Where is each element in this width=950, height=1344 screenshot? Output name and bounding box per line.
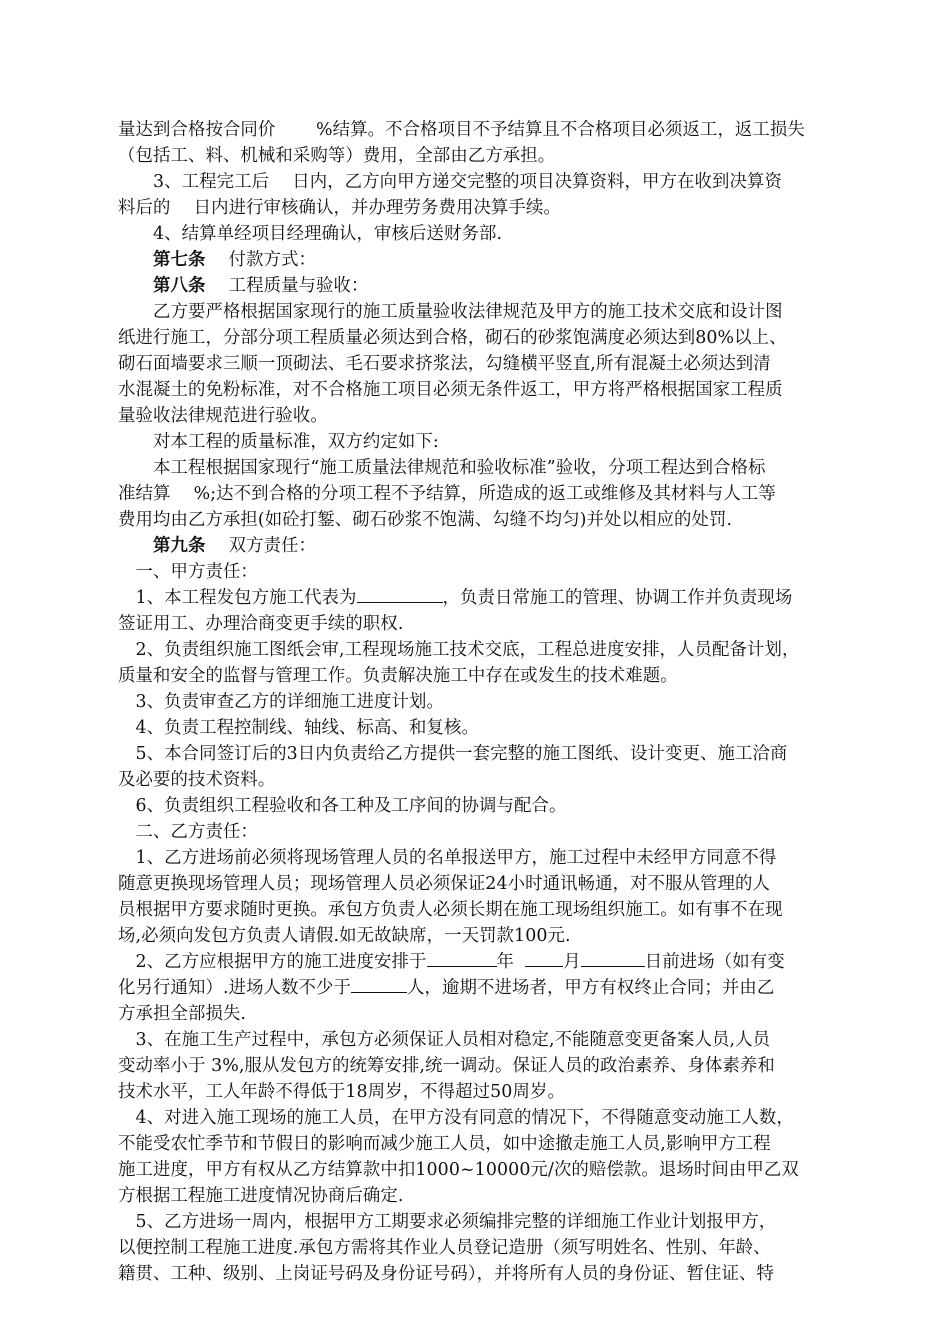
text-line-with-blank — [118, 949, 785, 975]
text-line: 4、对进入施工现场的施工人员，在甲方没有同意的情况下，不得随意变动施工人数， — [118, 1108, 794, 1128]
article-title: 工程质量与验收： — [228, 276, 369, 296]
article-title: 付款方式： — [228, 250, 317, 270]
article-number: 第七条 — [152, 250, 206, 270]
text-line: 4、结算单经项目经理确认，审核后送财务部. — [118, 224, 503, 244]
article-8-heading — [118, 273, 369, 299]
section-heading: 二、乙方责任： — [118, 822, 258, 842]
article-title: 双方责任： — [228, 536, 317, 556]
text-line: 方承担全部损失. — [118, 1004, 247, 1024]
article-number: 第九条 — [152, 536, 206, 556]
text-line: 不能受农忙季节和节假日的影响而减少施工人员，如中途撤走施工人员,影响甲方工程 — [118, 1134, 771, 1154]
fill-blank — [357, 585, 443, 603]
text-line: 6、负责组织工程验收和各工种及工序间的协调与配合。 — [118, 796, 567, 816]
text-line: 质量和安全的监督与管理工作。负责解决施工中存在或发生的技术难题。 — [118, 666, 678, 686]
text-line: 费用均由乙方承担(如砼打錾、砌石砂浆不饱满、勾缝不均匀)并处以相应的处罚. — [118, 510, 733, 530]
text-line: 3、负责审查乙方的详细施工进度计划。 — [118, 692, 444, 712]
text-line: 随意更换现场管理人员；现场管理人员必须保证24小时通讯畅通，对不服从管理的人 — [118, 874, 770, 894]
fill-blank — [427, 949, 497, 967]
text-segment: 日前进场（如有变 — [644, 952, 785, 972]
text-line: 以便控制工程施工进度.承包方需将其作业人员登记造册（须写明姓名、性别、年龄、 — [118, 1238, 771, 1258]
text-line: 员根据甲方要求随时更换。承包方负责人必须长期在施工现场组织施工。如有事不在现 — [118, 900, 783, 920]
article-9-heading — [118, 533, 316, 559]
article-7-heading — [118, 247, 316, 273]
text-segment: 1、本工程发包方施工代表为 — [118, 588, 357, 608]
text-line: 本工程根据国家现行“施工质量法律规范和验收标准”验收，分项工程达到合格标 — [118, 458, 766, 478]
text-line: 5、乙方进场一周内，根据甲方工期要求必须编排完整的详细施工作业计划报甲方， — [118, 1212, 777, 1232]
text-line: （包括工、料、机械和采购等）费用，全部由乙方承担。 — [118, 146, 556, 166]
text-line: 量验收法律规范进行验收。 — [118, 406, 328, 426]
text-line: 技术水平，工人年龄不得低于18周岁，不得超过50周岁。 — [118, 1082, 565, 1102]
text-line: 乙方要严格根据国家现行的施工质量验收法律规范及甲方的施工技术交底和设计图 — [118, 302, 783, 322]
section-heading: 一、甲方责任： — [118, 562, 258, 582]
fill-blank — [351, 975, 407, 993]
text-line: 1、乙方进场前必须将现场管理人员的名单报送甲方，施工过程中未经甲方同意不得 — [118, 848, 777, 868]
text-segment: 2、乙方应根据甲方的施工进度安排于 — [118, 952, 427, 972]
text-segment: 月 — [563, 952, 581, 972]
text-line: 砌石面墙要求三顺一顶砌法、毛石要求挤浆法，勾缝横平竖直,所有混凝土必须达到清 — [118, 354, 771, 374]
text-line: 3、工程完工后 日内，乙方向甲方递交完整的项目决算资料，甲方在收到决算资 — [118, 172, 782, 192]
text-line-with-blank — [118, 975, 774, 1001]
text-line: 及必要的技术资料。 — [118, 770, 276, 790]
fill-blank — [581, 949, 645, 967]
article-number: 第八条 — [152, 276, 206, 296]
text-line: 签证用工、办理洽商变更手续的职权. — [118, 614, 404, 634]
text-line-with-blank — [118, 585, 792, 611]
text-line: 纸进行施工，分部分项工程质量必须达到合格，砌石的砂浆饱满度必须达到80%以上、 — [118, 328, 787, 348]
text-segment: 化另行通知）.进场人数不少于 — [118, 978, 352, 998]
text-line: 量达到合格按合同价 %结算。不合格项目不予结算且不合格项目必须返工，返工损失 — [118, 120, 805, 140]
text-line: 料后的 日内进行审核确认，并办理劳务费用决算手续。 — [118, 198, 561, 218]
text-line: 施工进度，甲方有权从乙方结算款中扣1000~10000元/次的赔偿款。退场时间由甲乙双 — [118, 1160, 799, 1180]
text-line: 水混凝土的免粉标准，对不合格施工项目必须无条件返工，甲方将严格根据国家工程质 — [118, 380, 783, 400]
text-line: 4、负责工程控制线、轴线、标高、和复核。 — [118, 718, 479, 738]
text-line: 方根据工程施工进度情况协商后确定. — [118, 1186, 404, 1206]
text-line: 场,必须向发包方负责人请假.如无故缺席，一天罚款100元. — [118, 926, 571, 946]
text-segment: 年 — [496, 952, 515, 972]
text-line: 3、在施工生产过程中，承包方必须保证人员相对稳定,不能随意变更备案人员,人员 — [118, 1030, 771, 1050]
text-line: 籍贯、工种、级别、上岗证号码及身份证号码），并将所有人员的身份证、暂住证、特 — [118, 1264, 774, 1284]
text-line: 变动率小于 3%,服从发包方的统筹安排,统一调动。保证人员的政治素养、身体素养和 — [118, 1056, 775, 1076]
text-segment: 人，逾期不进场者，甲方有权终止合同；并由乙 — [407, 978, 775, 998]
text-line: 2、负责组织施工图纸会审,工程现场施工技术交底，工程总进度安排，人员配备计划， — [118, 640, 800, 660]
text-line: 准结算 %;达不到合格的分项工程不予结算，所造成的返工或维修及其材料与人工等 — [118, 484, 776, 504]
text-segment: ，负责日常施工的管理、协调工作并负责现场 — [442, 588, 793, 608]
fill-blank — [525, 949, 563, 967]
text-line: 5、本合同签订后的3日内负责给乙方提供一套完整的施工图纸、设计变更、施工洽商 — [118, 744, 788, 764]
text-line: 对本工程的质量标准，双方约定如下: — [118, 432, 439, 452]
